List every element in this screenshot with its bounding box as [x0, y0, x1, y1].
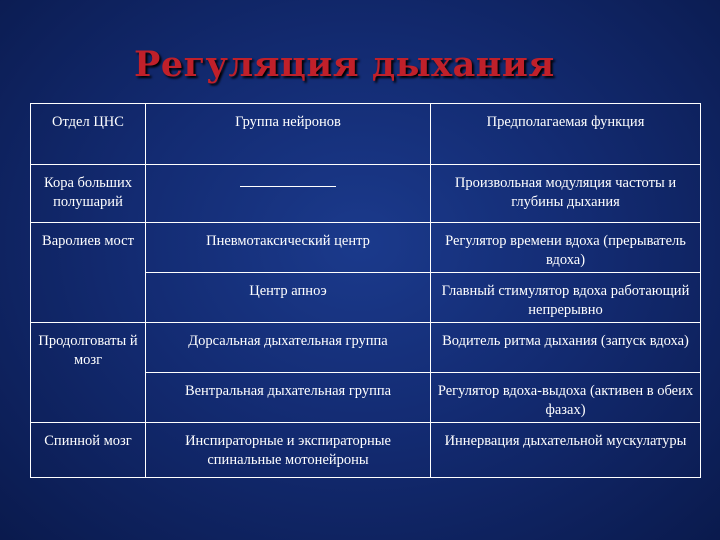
table-row — [31, 323, 701, 373]
table-row — [31, 223, 701, 273]
table-header-row — [31, 104, 701, 165]
empty-dash — [240, 177, 336, 187]
header-neuron-group: Группа нейронов — [146, 104, 431, 165]
cell-neuron-group: Инспираторные и экспираторные спинальные мотонейроны — [146, 423, 431, 478]
cell-neuron-group: Центр апноэ — [146, 273, 431, 323]
cell-neuron-group: Пневмотаксический центр — [146, 223, 431, 273]
cell-function: Произвольная модуляция частоты и глубины дыхания — [431, 165, 701, 223]
table-row — [31, 423, 701, 478]
cell-department: Кора больших полушарий — [31, 165, 146, 223]
header-department: Отдел ЦНС — [31, 104, 146, 165]
cell-function: Иннервация дыхательной мускулатуры — [431, 423, 701, 478]
cell-function: Водитель ритма дыхания (запуск вдоха) — [431, 323, 701, 373]
cell-neuron-group-empty — [146, 165, 431, 223]
cell-neuron-group: Вентральная дыхательная группа — [146, 373, 431, 423]
header-function: Предполагаемая функция — [431, 104, 701, 165]
cell-neuron-group: Дорсальная дыхательная группа — [146, 323, 431, 373]
cell-department: Спинной мозг — [31, 423, 146, 478]
cell-function: Регулятор вдоха-выдоха (активен в обеих фазах) — [431, 373, 701, 423]
slide-title: Регуляция дыхания — [134, 44, 555, 85]
respiration-regulation-table — [30, 103, 701, 478]
cell-function: Регулятор времени вдоха (прерыватель вдоха) — [431, 223, 701, 273]
cell-function: Главный стимулятор вдоха работающий непрерывно — [431, 273, 701, 323]
cell-department: Варолиев мост — [31, 223, 146, 323]
table-row — [31, 165, 701, 223]
cell-department: Продолговаты й мозг — [31, 323, 146, 423]
